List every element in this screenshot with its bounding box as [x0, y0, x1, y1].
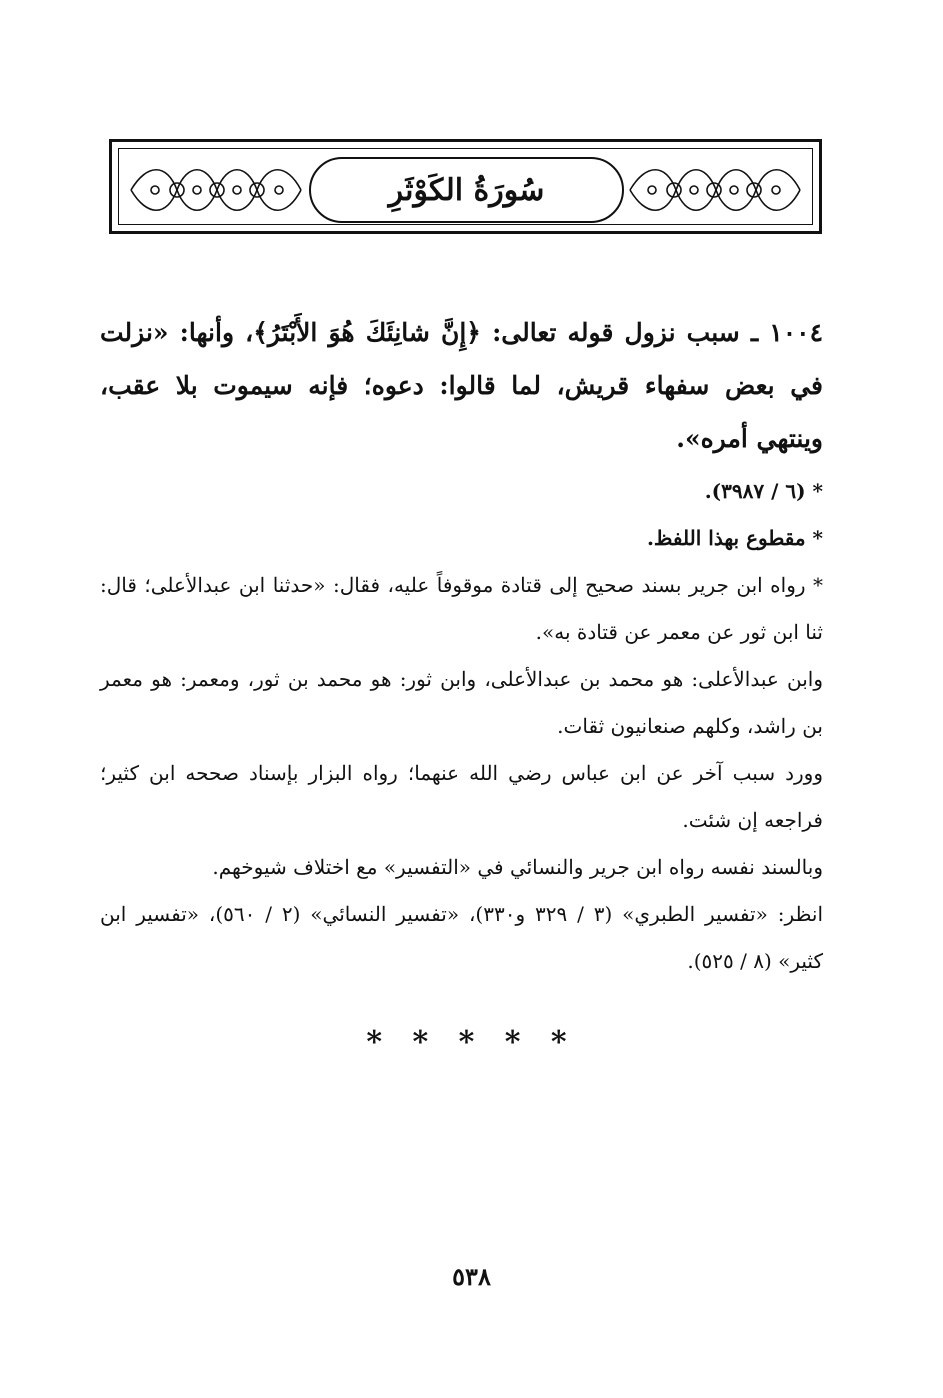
surah-header-inner-border [118, 148, 813, 225]
section-separator-stars: * * * * * [366, 1025, 577, 1060]
surah-header-frame [109, 139, 822, 234]
takhrij-paragraph-3: وورد سبب آخر عن ابن عباس رضي الله عنهما؛ رواه البزار بإسناد صححه ابن كثير؛ فراجعه إن شئت. [100, 761, 823, 832]
arabesque-ornament-left [127, 159, 305, 221]
takhrij-paragraph-1: * رواه ابن جرير بسند صحيح إلى قتادة موقوفاً عليه، فقال: «حدثنا ابن عبدالأعلى؛ قال: ثنا ابن ثور عن معمر عن قتادة به». [100, 573, 823, 644]
takhrij-paragraph-5: انظر: «تفسير الطبري» (٣ / ٣٢٩ و٣٣٠)، «تفسير النسائي» (٢ / ٥٦٠)، «تفسير ابن كثير» (٨ / ٥٢٥). [100, 902, 824, 973]
hadith-grade: * مقطوع بهذا اللفظ. [646, 526, 823, 550]
hadith-reference: * (٦ / ٣٩٨٧). [704, 479, 823, 503]
arabesque-ornament-right [626, 159, 804, 221]
hadith-heading: ١٠٠٤ ـ سبب نزول قوله تعالى: ﴿إِنَّ شانِئَكَ هُوَ الأَبْتَرُ﴾، وأنها: «نزلت في بعض سفهاء قريش، لما قالوا: دعوه؛ فإنه سيموت بلا عقب، وينتهي أمره». [100, 318, 823, 453]
page-number: ٥٣٨ [452, 1262, 491, 1291]
takhrij-paragraph-4: وبالسند نفسه رواه ابن جرير والنسائي في «التفسير» مع اختلاف شيوخهم. [212, 855, 823, 879]
surah-title: سُورَةُ الكَوْثَرِ [388, 172, 545, 208]
surah-title-cartouche [309, 157, 624, 223]
takhrij-paragraph-2: وابن عبدالأعلى: هو محمد بن عبدالأعلى، وابن ثور: هو محمد بن ثور، ومعمر: هو معمر بن راشد، وكلهم صنعانيون ثقات. [100, 667, 823, 738]
